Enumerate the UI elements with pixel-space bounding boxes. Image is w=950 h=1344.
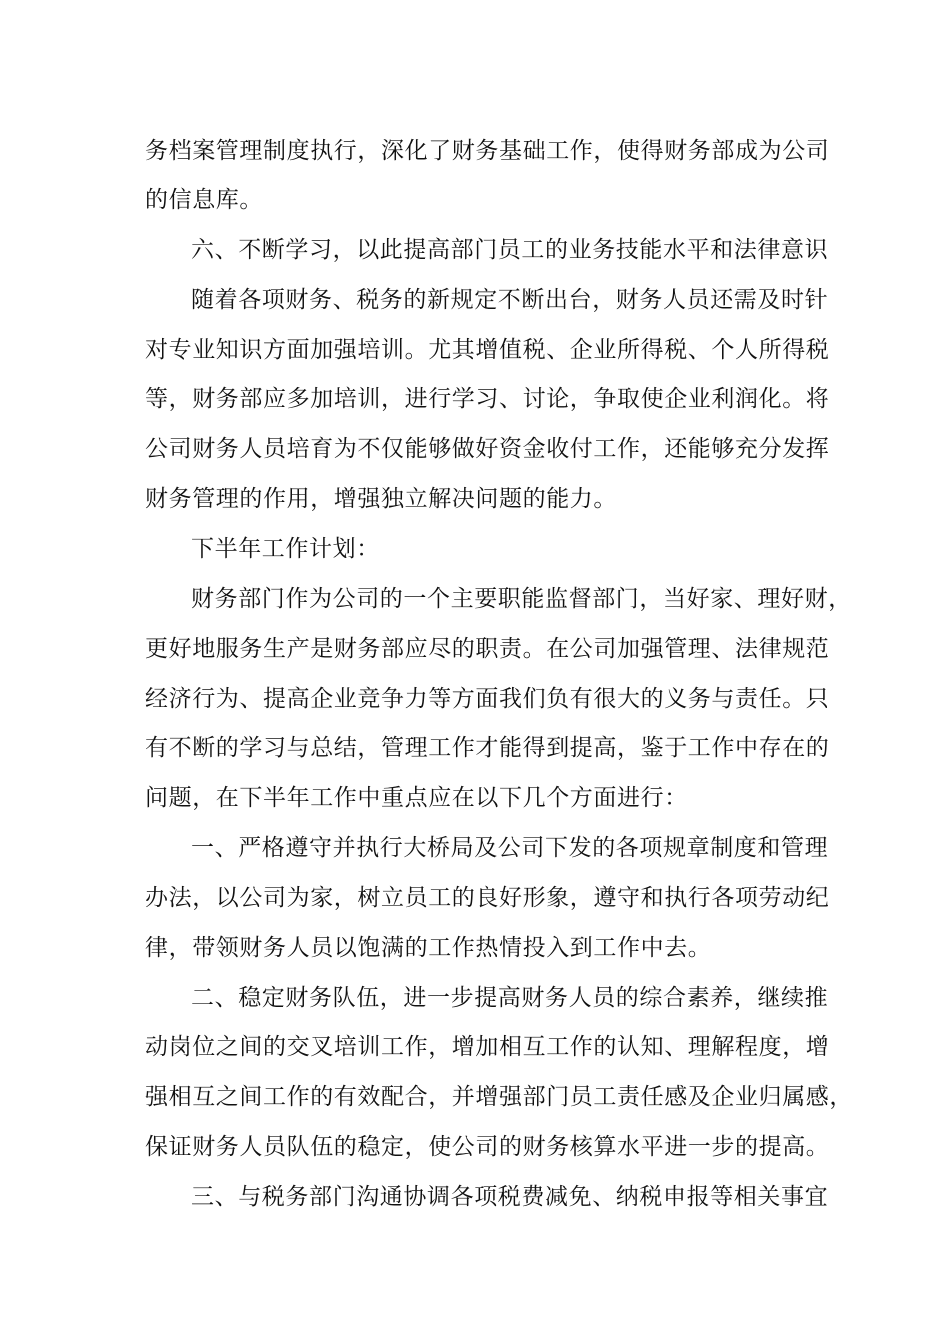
paragraph-line: 办法，以公司为家，树立员工的良好形象，遵守和执行各项劳动纪 (145, 885, 830, 911)
paragraph-line: 务档案管理制度执行，深化了财务基础工作，使得财务部成为公司 (145, 138, 830, 164)
paragraph-line: 财务部门作为公司的一个主要职能监督部门，当好家、理好财， (191, 586, 852, 612)
paragraph-line: 有不断的学习与总结，管理工作才能得到提高，鉴于工作中存在的 (145, 735, 830, 761)
section-heading-plan: 下半年工作计划： (191, 536, 380, 562)
paragraph-line: 问题，在下半年工作中重点应在以下几个方面进行： (145, 785, 688, 811)
paragraph-line: 经济行为、提高企业竞争力等方面我们负有很大的义务与责任。只 (145, 686, 830, 712)
paragraph-line: 强相互之间工作的有效配合，并增强部门员工责任感及企业归属感， (145, 1084, 853, 1110)
list-item-1: 一、严格遵守并执行大桥局及公司下发的各项规章制度和管理 (191, 835, 829, 861)
paragraph-line: 保证财务人员队伍的稳定，使公司的财务核算水平进一步的提高。 (145, 1134, 830, 1160)
paragraph-line: 随着各项财务、税务的新规定不断出台，财务人员还需及时针 (191, 287, 829, 313)
list-item-2: 二、稳定财务队伍，进一步提高财务人员的综合素养，继续推 (191, 985, 829, 1011)
paragraph-line: 律，带领财务人员以饱满的工作热情投入到工作中去。 (145, 935, 712, 961)
list-item-3: 三、与税务部门沟通协调各项税费减免、纳税申报等相关事宜 (191, 1184, 829, 1210)
section-heading-6: 六、不断学习，以此提高部门员工的业务技能水平和法律意识 (191, 237, 829, 263)
paragraph-line: 动岗位之间的交叉培训工作，增加相互工作的认知、理解程度，增 (145, 1034, 830, 1060)
paragraph-line: 对专业知识方面加强培训。尤其增值税、企业所得税、个人所得税 (145, 337, 830, 363)
paragraph-line: 财务管理的作用，增强独立解决问题的能力。 (145, 486, 617, 512)
paragraph-line: 更好地服务生产是财务部应尽的职责。在公司加强管理、法律规范 (145, 636, 830, 662)
paragraph-line: 公司财务人员培育为不仅能够做好资金收付工作，还能够充分发挥 (145, 436, 830, 462)
paragraph-line: 等，财务部应多加培训，进行学习、讨论，争取使企业利润化。将 (145, 386, 830, 412)
paragraph-line: 的信息库。 (145, 187, 263, 213)
